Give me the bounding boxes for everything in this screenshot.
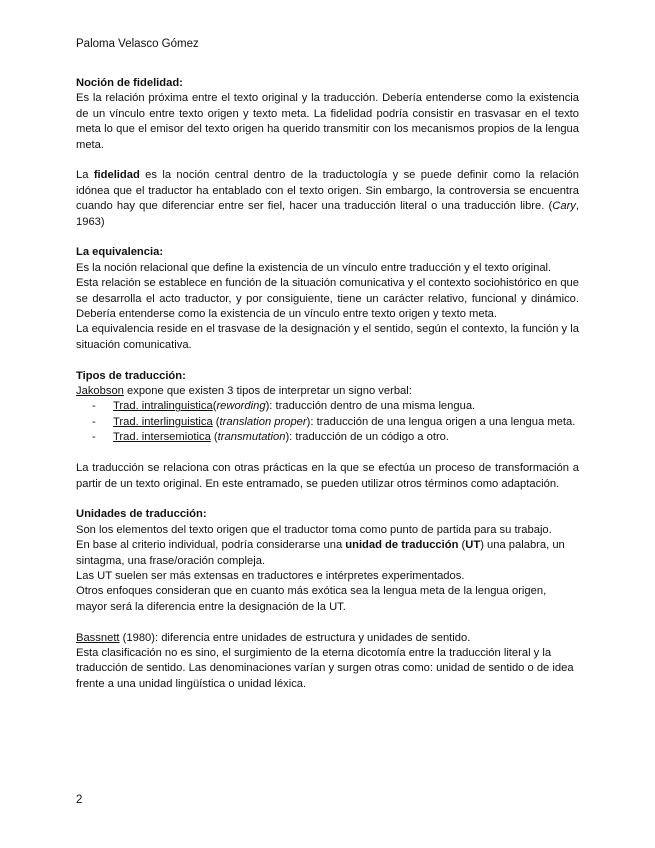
paren-open: (	[210, 431, 218, 444]
link-intralinguistica[interactable]: Trad. intralinguistica	[113, 400, 213, 413]
section-tipos	[76, 369, 579, 446]
dash-bullet: -	[92, 400, 96, 413]
dash-bullet: -	[92, 415, 96, 428]
page-header-author: Paloma Velasco Gómez	[76, 38, 199, 50]
term-ut: UT	[465, 539, 481, 552]
link-intersemiotica[interactable]: Trad. intersemiotica	[113, 431, 211, 444]
item-description: ): traducción de un código a otro.	[285, 431, 450, 444]
bassnett-rest: (1980): diferencia entre unidades de estructura y unidades de sentido.	[119, 631, 471, 644]
bassnett-line-1	[76, 631, 579, 646]
term-transmutation: transmutation	[217, 431, 286, 444]
heading-fidelidad: Noción de fidelidad:	[76, 77, 183, 89]
unidades-line-2	[76, 538, 579, 569]
heading-equivalencia: La equivalencia:	[76, 246, 164, 259]
item-description: ): traducción de una lengua origen a una lengua meta.	[306, 415, 576, 428]
unidades-line-1: Son los elementos del texto origen que el traductor toma como punto de partida para su trabajo.	[76, 523, 552, 536]
bassnett-paragraph-2: Esta clasificación no es sino, el surgimiento de la eterna dicotomía entre la traducción literal y la traducción de sentido. Las denominaciones varían y surgen otras como: unidad de sentido o de idea frente a una unidad lingüística o unidad léxica.	[76, 646, 574, 690]
fidelidad-p2-end: , 1963)	[76, 200, 579, 228]
fidelidad-p2-pre: La	[76, 169, 94, 182]
term-rewording: rewording	[216, 400, 266, 413]
link-bassnett[interactable]: Bassnett	[76, 631, 120, 644]
list-item	[76, 399, 579, 414]
citation-cary: Cary	[552, 200, 576, 213]
tipos-intro-rest: expone que existen 3 tipos de interpretar un signo verbal:	[123, 385, 412, 398]
link-jakobson[interactable]: Jakobson	[76, 385, 124, 398]
term-translation-proper: translation proper	[219, 415, 307, 428]
tipos-paragraph-2: La traducción se relaciona con otras prácticas en la que se efectúa un proceso de transformación a partir de un texto original. En este entramado, se pueden utilizar otros términos como adaptación.	[76, 462, 579, 490]
paren-open: (	[212, 400, 217, 413]
unidades-l2-mid: (	[458, 539, 466, 552]
heading-tipos: Tipos de traducción:	[76, 369, 186, 382]
link-interlinguistica[interactable]: Trad. interlinguistica	[113, 415, 213, 428]
tipos-intro	[76, 384, 579, 399]
heading-unidades: Unidades de traducción:	[76, 508, 207, 521]
item-description: ): traducción dentro de una misma lengua.	[265, 400, 476, 413]
list-item	[76, 430, 579, 445]
fidelidad-paragraph-2	[76, 168, 579, 230]
document-body	[76, 76, 579, 708]
dash-bullet: -	[92, 431, 96, 444]
section-bassnett	[76, 631, 579, 693]
section-fidelidad-2	[76, 168, 579, 230]
list-item	[76, 415, 579, 430]
section-equivalencia	[76, 245, 579, 353]
section-fidelidad	[76, 76, 579, 153]
equivalencia-line-1: Es la noción relacional que define la existencia de un vínculo entre traducción y el texto original.	[76, 261, 552, 274]
fidelidad-bold-term: fidelidad	[93, 169, 140, 182]
term-unidad-de-traduccion: unidad de traducción	[345, 539, 459, 552]
fidelidad-p2-mid: es la noción central dentro de la traductología y se puede definir como la relación idónea que el traductor ha entablado con el texto origen. Sin embargo, la controversia se encuentra cuando hay que diferenciar entre ser fiel, hacer una traducción literal o una traducción libre. (	[76, 169, 579, 213]
equivalencia-line-3: La equivalencia reside en el trasvase de la designación y el sentido, según el contexto, la función y la situación comunicativa.	[76, 323, 579, 351]
translation-types-list	[76, 399, 579, 445]
unidades-l2-pre: En base al criterio individual, podría considerarse una	[76, 539, 346, 552]
section-unidades	[76, 507, 579, 615]
unidades-line-4: Otros enfoques consideran que en cuanto más exótica sea la lengua meta de la lengua origen, mayor será la diferencia entre la designación de la UT.	[76, 585, 547, 613]
paren-open: (	[212, 415, 220, 428]
page-number: 2	[76, 794, 83, 806]
section-tipos-2	[76, 461, 579, 492]
equivalencia-line-2: Esta relación se establece en función de la situación comunicativa y el contexto sociohistórico en que se desarrolla el acto traductor, y por consiguiente, tiene un carácter relativo, funcional y dinámico. Debería entenderse como la existencia de un vínculo entre texto origen y texto meta.	[76, 277, 579, 321]
unidades-line-3: Las UT suelen ser más extensas en traductores e intérpretes experimentados.	[76, 569, 465, 582]
fidelidad-paragraph-1: Es la relación próxima entre el texto original y la traducción. Debería entenderse como la existencia de un vínculo entre texto origen y texto meta. La fidelidad podría consistir en trasvasar en el texto meta lo que el emisor del texto origen ha querido transmitir con los mecanismos propios de la lengua meta.	[76, 92, 579, 151]
unidades-l2-end: ) una palabra, un sintagma, una frase/oración compleja.	[76, 539, 565, 567]
